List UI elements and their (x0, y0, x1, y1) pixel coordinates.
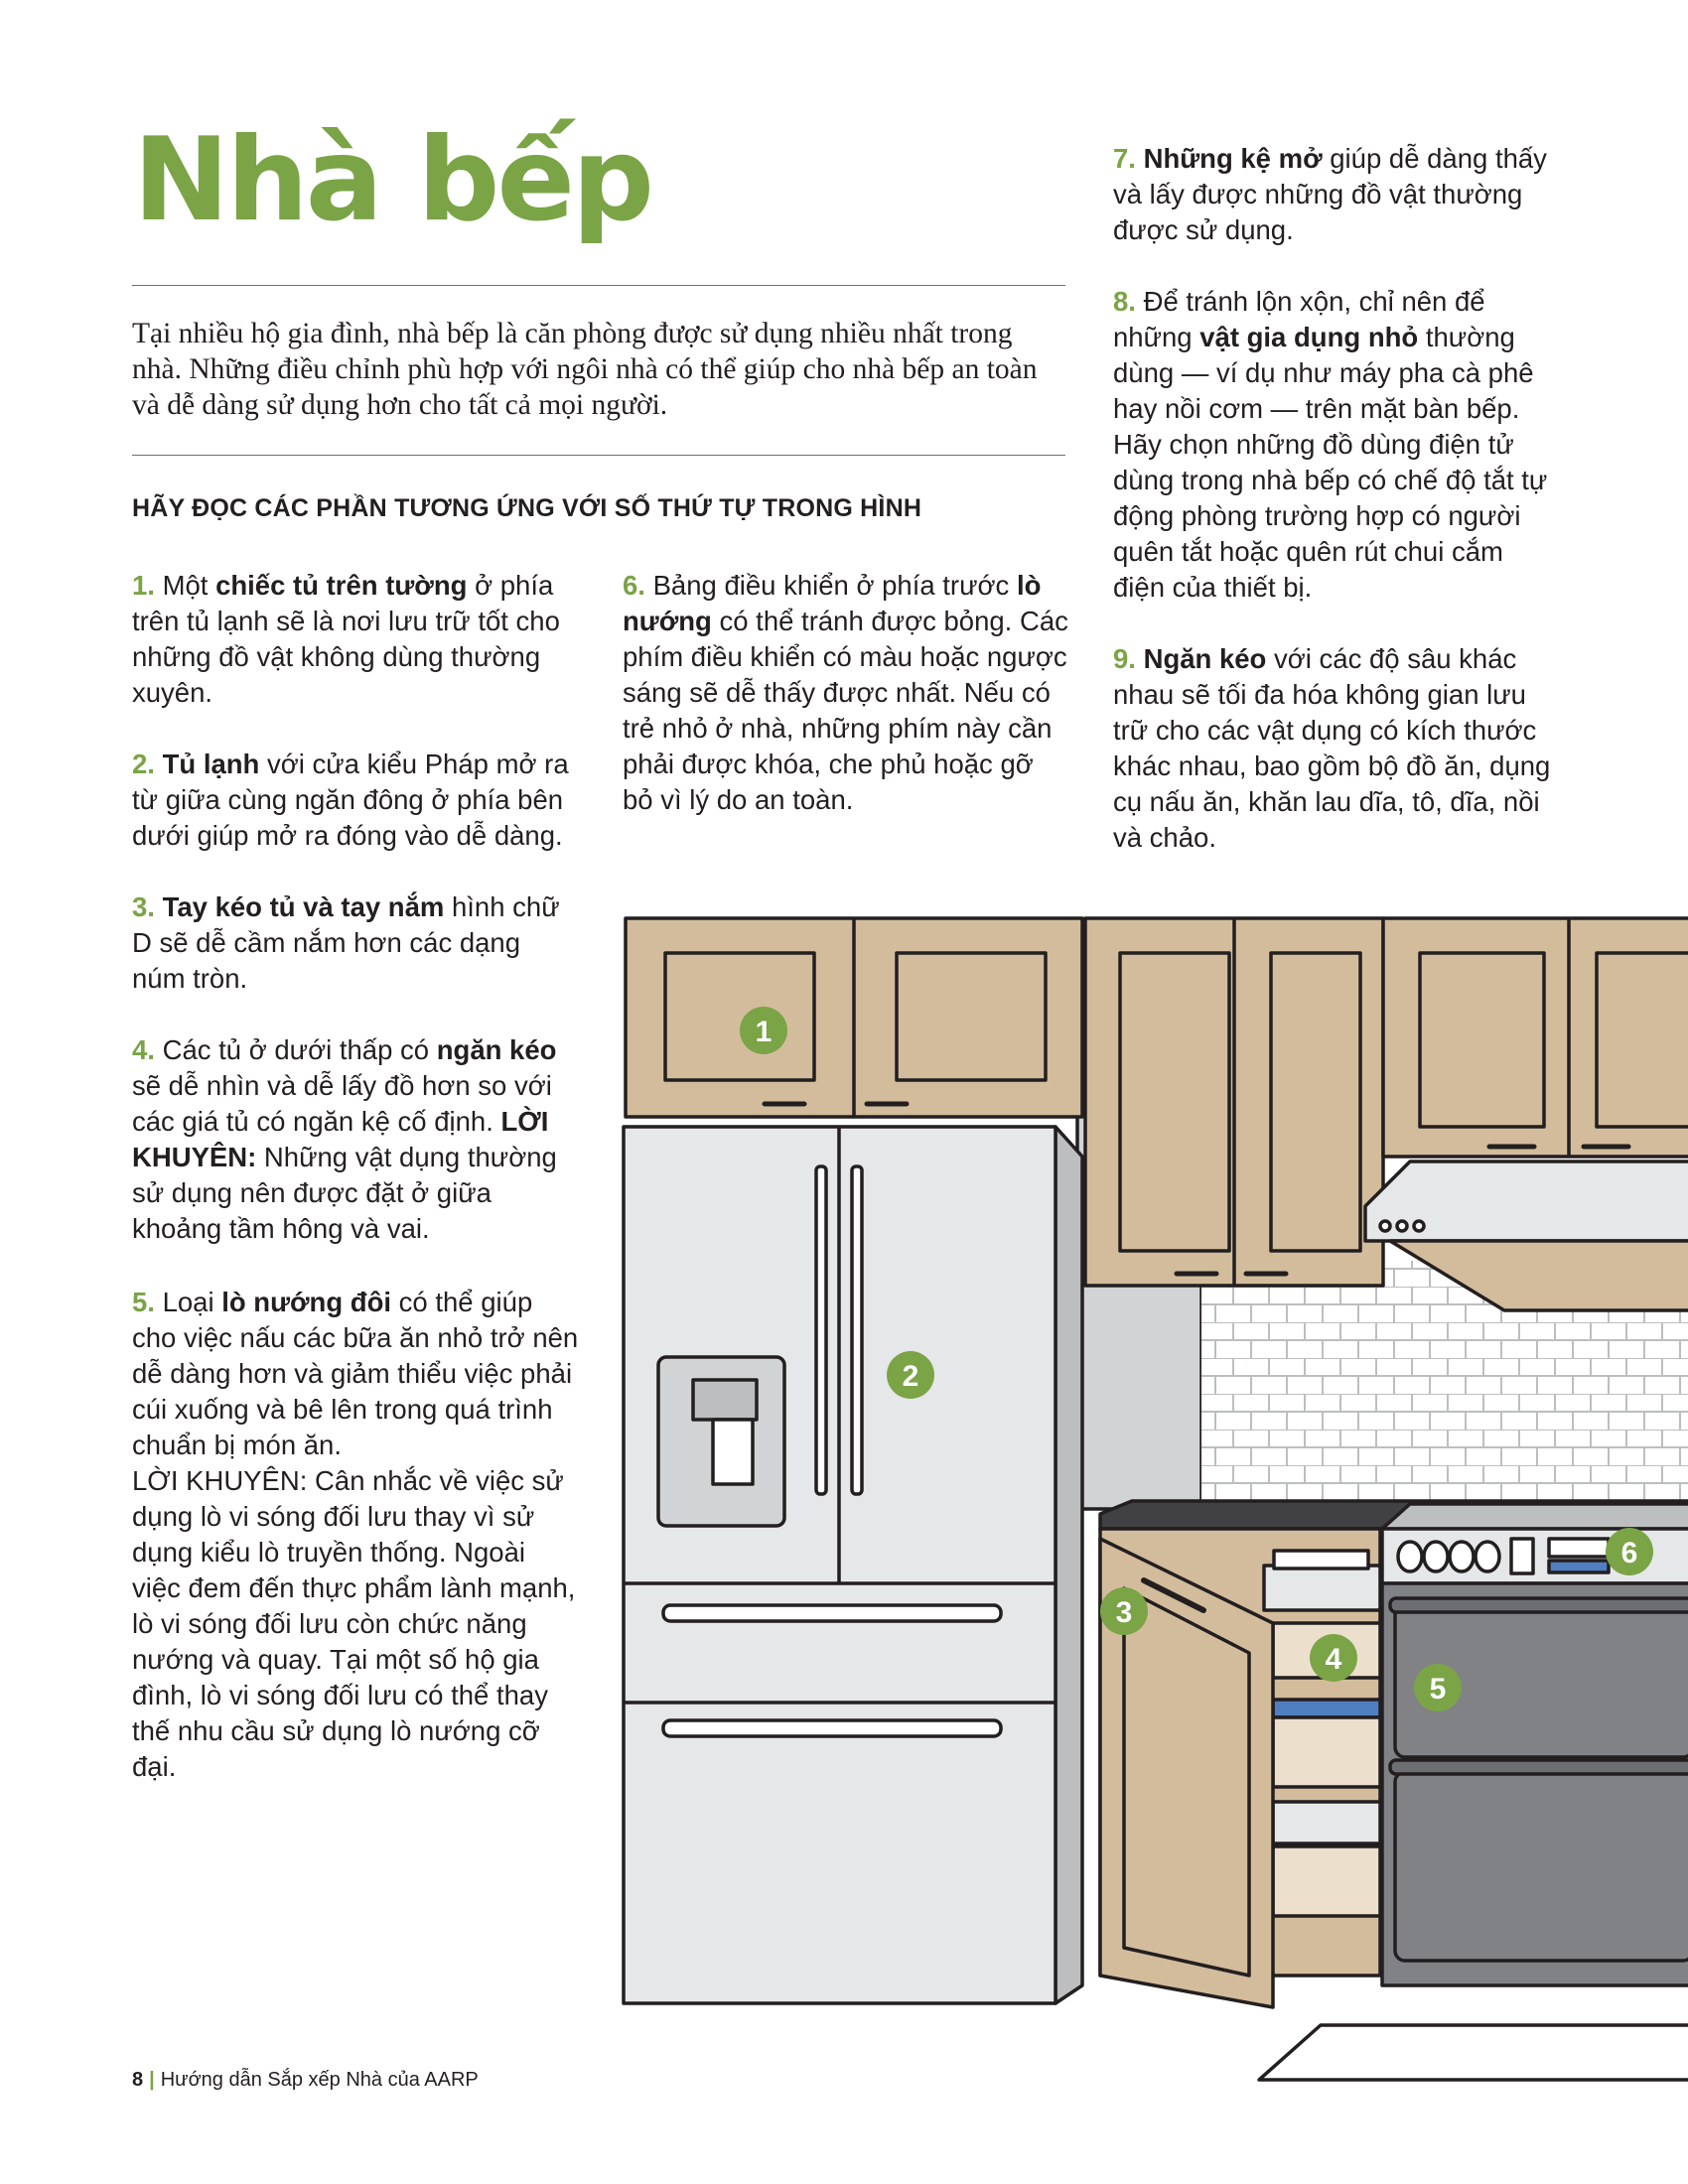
item-number: 1. (132, 570, 155, 601)
item-keyword: Tủ lạnh (162, 749, 260, 779)
item-keyword: Ngăn kéo (1143, 643, 1267, 674)
badge-2 (887, 1351, 934, 1399)
pull-out-drawer (1273, 1717, 1380, 1787)
fridge-handle (852, 1166, 862, 1494)
section-heading: HÃY ĐỌC CÁC PHẦN TƯƠNG ỨNG VỚI SỐ THỨ TỰ TRONG HÌNH (132, 494, 922, 522)
item-keyword: chiếc tủ trên tường (215, 570, 468, 601)
storage-container (1273, 1700, 1380, 1717)
item-number: 4. (132, 1034, 155, 1065)
page-title: Nhà bếp (133, 113, 652, 247)
footer-text: Hướng dẫn Sắp xếp Nhà của AARP (160, 2069, 479, 2091)
oven-handle (1390, 1598, 1688, 1612)
fridge-side (1055, 1127, 1082, 2003)
intro-paragraph: Tại nhiều hộ gia đình, nhà bếp là căn phòng được sử dụng nhiều nhất trong nhà. Những điều chỉnh phù hợp với ngôi nhà có thể giúp cho nhà bếp an toàn và dễ dàng sử dụng hơn cho tất cả mọi người. (132, 318, 1038, 421)
oven-handle (1390, 1760, 1688, 1774)
tip-label: LỜI KHUYÊN: (132, 1106, 549, 1172)
svg-text:6: 6 (1620, 1537, 1638, 1570)
floor-mat (1259, 2025, 1688, 2080)
svg-text:4: 4 (1325, 1643, 1342, 1676)
item-number: 5. (132, 1287, 155, 1317)
item-keyword: Tay kéo tủ và tay nắm (162, 891, 445, 922)
item-number: 9. (1113, 643, 1136, 674)
item-2: 2. Tủ lạnh với cửa kiểu Pháp mở ra từ giữa cùng ngăn đông ở phía bên dưới giúp mở ra đóng vào dễ dàng. (132, 749, 569, 851)
item-9: 9. Ngăn kéo với các độ sâu khác nhau sẽ tối đa hóa không gian lưu trữ cho các vật dụng có kích thước khác nhau, bao gồm bộ đồ ăn, dụng cụ nấu ăn, khăn lau dĩa, tô, dĩa, nồi và chảo. (1113, 643, 1551, 853)
page-number: 8 (132, 2069, 144, 2091)
badge-5 (1414, 1664, 1462, 1711)
badge-1 (740, 1007, 787, 1054)
badge-6 (1606, 1528, 1653, 1575)
storage-container (1264, 1566, 1380, 1610)
badge-3 (1100, 1587, 1148, 1635)
item-6: 6. Bảng điều khiển ở phía trước lò nướng có thể tránh được bỏng. Các phím điều khiển có màu hoặc ngược sáng sẽ dễ thấy được nhất. Nếu có trẻ nhỏ ở nhà, những phím này cần phải được khóa, che phủ hoặc gỡ bỏ vì lý do an toàn. (623, 570, 1068, 815)
item-5: 5. Loại lò nướng đôi có thể giúp cho việc nấu các bữa ăn nhỏ trở nên dễ dàng hơn và giảm thiểu việc phải cúi xuống và bê lên trong quá trình chuẩn bị món ăn. LỜI KHUYÊN: Cân nhắc về việc sử dụng lò vi sóng đối lưu thay vì sử dụng kiểu lò truyền thống. Ngoài việc đem đến thực phẩm lành mạnh, lò vi sóng đối lưu còn chức năng nướng và quay. Tại một số hộ gia đình, lò vi sóng đối lưu có thể thay thế nhu cầu sử dụng lò nướng cỡ đại. (132, 1287, 579, 1782)
item-keyword: lò nướng (623, 570, 1042, 636)
svg-text:3: 3 (1115, 1596, 1133, 1629)
item-number: 8. (1113, 286, 1136, 317)
item-keyword: vật gia dụng nhỏ (1199, 322, 1419, 352)
svg-text:5: 5 (1429, 1673, 1447, 1706)
pull-out-drawer (1273, 1846, 1380, 1916)
cooktop (1382, 1504, 1688, 1529)
item-keyword: ngăn kéo (436, 1034, 557, 1065)
footer-separator: | (149, 2069, 155, 2091)
storage-container (1273, 1802, 1380, 1843)
svg-text:2: 2 (902, 1360, 919, 1393)
item-number: 3. (132, 891, 155, 922)
freezer-handle (663, 1720, 1001, 1736)
item-number: 6. (623, 570, 645, 601)
item-3: 3. Tay kéo tủ và tay nắm hình chữ D sẽ dễ cầm nắm hơn các dạng núm tròn. (132, 891, 560, 994)
svg-text:1: 1 (755, 1016, 773, 1048)
item-keyword: lò nướng đôi (221, 1287, 392, 1317)
item-1: 1. Một chiếc tủ trên tường ở phía trên tủ lạnh sẽ là nơi lưu trữ tốt cho những đồ vật không dùng thường xuyên. (132, 570, 560, 708)
badge-4 (1310, 1634, 1357, 1682)
freezer-handle (663, 1605, 1001, 1621)
item-number: 2. (132, 749, 155, 779)
page-footer (132, 2069, 479, 2092)
item-7: 7. Những kệ mở giúp dễ dàng thấy và lấy được những đồ vật thường được sử dụng. (1113, 143, 1547, 245)
item-tip: LỜI KHUYÊN: Cân nhắc về việc sử dụng lò vi sóng đối lưu thay vì sử dụng kiểu lò truyền thống. Ngoài việc đem đến thực phẩm lành mạnh, lò vi sóng đối lưu còn chức năng nướng và quay. Tại một số hộ gia đình, lò vi sóng đối lưu có thể thay thế nhu cầu sử dụng lò nướng cỡ đại. (132, 1465, 576, 1782)
item-number: 7. (1113, 143, 1136, 174)
item-keyword: Những kệ mở (1143, 143, 1323, 174)
fridge-handle (816, 1166, 826, 1494)
item-4: 4. Các tủ ở dưới thấp có ngăn kéo sẽ dễ nhìn và dễ lấy đồ hơn so với các giá tủ có ngăn kệ cố định. LỜI KHUYÊN: Những vật dụng thường sử dụng nên được đặt ở giữa khoảng tầm hông và vai. (132, 1034, 557, 1244)
item-8: 8. Để tránh lộn xộn, chỉ nên để những vật gia dụng nhỏ thường dùng — ví dụ như máy pha cà phê hay nồi cơm — trên mặt bàn bếp. Hãy chọn những đồ dùng điện tử dùng trong nhà bếp có chế độ tắt tự động phòng trường hợp có người quên tắt hoặc quên rút chui cắm điện của thiết bị. (1113, 286, 1548, 603)
